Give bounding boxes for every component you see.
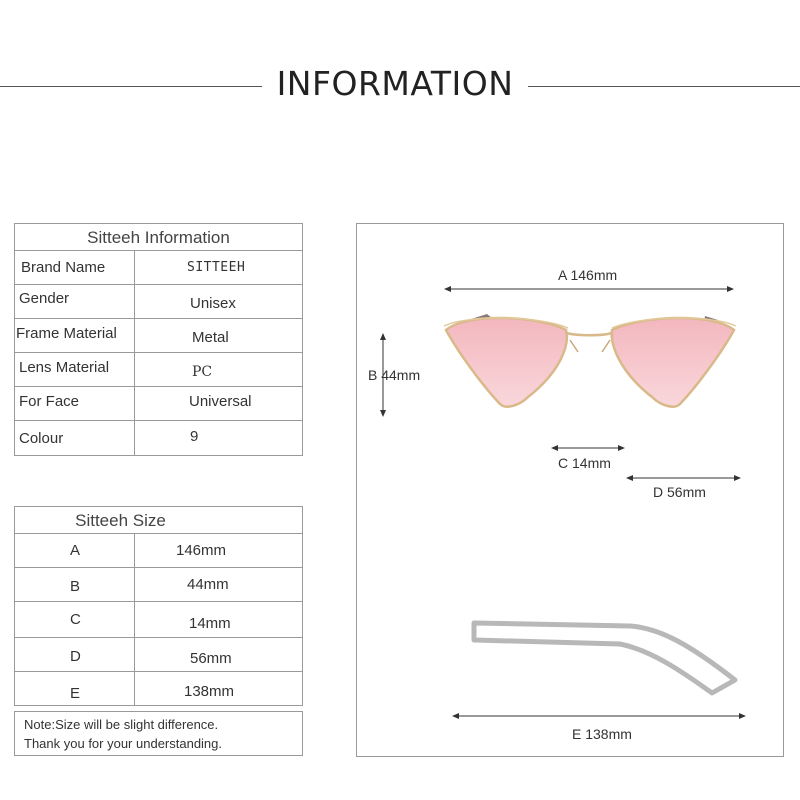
dimension-b-label: B 44mm (368, 367, 421, 383)
note-line-1: Note:Size will be slight difference. (24, 717, 219, 732)
row-label: D (70, 648, 81, 665)
row-value: Universal (189, 393, 252, 410)
dimension-d-label: D 56mm (653, 484, 706, 500)
dimension-c-arrow (551, 445, 625, 451)
row-value: Unisex (190, 295, 236, 312)
row-value: 56mm (190, 650, 232, 667)
row-value: SITTEEH (187, 260, 246, 275)
dimension-a-arrow (444, 286, 734, 292)
row-value: 146mm (176, 542, 227, 559)
row-value: PC (192, 363, 213, 380)
note-line-2: Thank you for your understanding. (24, 736, 223, 751)
row-value: 44mm (187, 576, 229, 593)
row-label: Colour (19, 430, 64, 447)
row-value: 9 (190, 428, 199, 445)
dimension-e-label: E 138mm (572, 726, 632, 742)
row-value: 14mm (189, 615, 231, 632)
row-label: Brand Name (21, 259, 106, 276)
row-label: A (70, 542, 81, 559)
row-label: B (70, 578, 81, 595)
row-label: Lens Material (19, 359, 110, 376)
row-label: Gender (19, 290, 70, 307)
temple-arm-icon (474, 623, 735, 693)
info-table-title: Sitteeh Information (87, 228, 230, 247)
row-label: Frame Material (16, 325, 117, 342)
page-title: INFORMATION (276, 64, 514, 103)
dimension-d-arrow (626, 475, 741, 481)
row-value: 138mm (184, 682, 235, 700)
dimension-e-arrow (452, 713, 746, 719)
size-table-title: Sitteeh Size (75, 511, 166, 530)
sunglasses-front-icon (444, 314, 736, 407)
dimension-c-label: C 14mm (558, 455, 611, 471)
row-value: Metal (192, 329, 229, 346)
dimension-a-label: A 146mm (558, 267, 618, 283)
row-label: C (70, 611, 81, 628)
row-label: For Face (19, 393, 80, 410)
row-label: E (70, 684, 81, 702)
